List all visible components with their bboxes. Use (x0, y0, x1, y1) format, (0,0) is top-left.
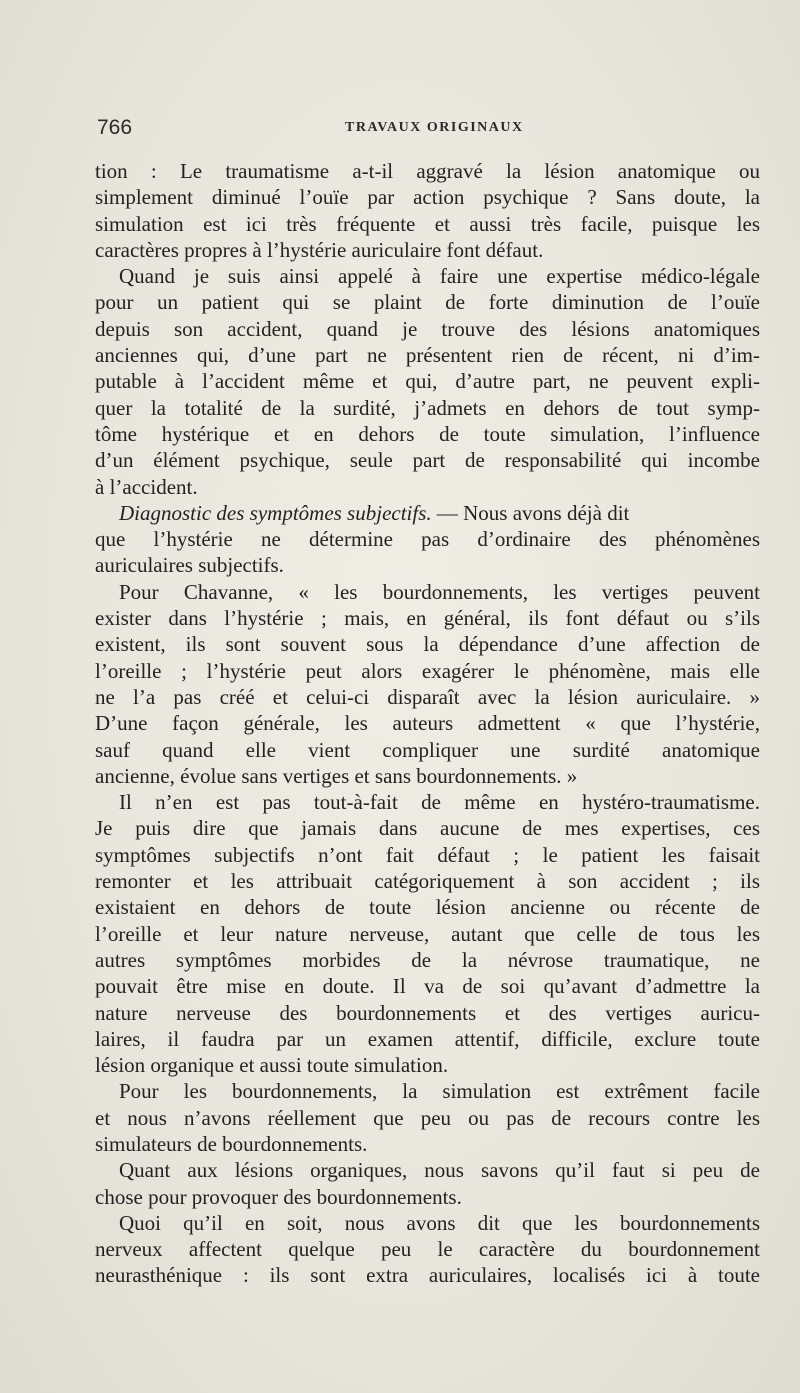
text-line: auriculaires subjectifs. (95, 553, 284, 578)
text-line: Pour Chavanne, « les bourdonnements, les vertiges peuvent (119, 579, 760, 604)
text-line: exister dans l’hystérie ; mais, en général, ils font défaut ou s’ils (95, 606, 760, 631)
text-line: Quant aux lésions organiques, nous savons qu’il faut si peu de (119, 1158, 760, 1183)
text-line: tôme hystérique et en dehors de toute simulation, l’influence (95, 421, 760, 446)
text-line: quer la totalité de la surdité, j’admets en dehors de tout symp- (95, 395, 760, 420)
text-line-with-heading (95, 500, 760, 526)
text-line: lésion organique et aussi toute simulation. (95, 1053, 449, 1078)
heading-continuation: — Nous avons déjà dit (431, 500, 630, 525)
text-line: simulateurs de bourdonnements. (95, 1131, 368, 1156)
text-line: autres symptômes morbides de la névrose traumatique, ne (95, 947, 760, 972)
text-line: chose pour provoquer des bourdonnements. (95, 1184, 462, 1209)
page-header (95, 116, 760, 144)
text-line: symptômes subjectifs n’ont fait défaut ; le patient les faisait (95, 842, 760, 867)
page-number: 766 (97, 116, 133, 139)
text-line: tion : Le traumatisme a-t-il aggravé la lésion anatomique ou (95, 159, 760, 183)
section-heading: Diagnostic des symptômes subjectifs. (119, 500, 432, 525)
text-line: nature nerveuse des bourdonnements et des vertiges auricu- (95, 1000, 760, 1025)
text-line: remonter et les attribuait catégoriquement à son accident ; ils (95, 869, 760, 894)
text-line: que l’hystérie ne détermine pas d’ordinaire des phénomènes (95, 527, 760, 552)
text-line: ancienne, évolue sans vertiges et sans bourdonnements. » (95, 763, 578, 788)
text-line: anciennes qui, d’une part ne présentent rien de récent, ni d’im- (95, 343, 760, 368)
text-line: l’oreille et leur nature nerveuse, autant que celle de tous les (95, 921, 760, 946)
text-line: putable à l’accident même et qui, d’autre part, ne peuvent expli- (95, 369, 760, 394)
text-line: Il n’en est pas tout-à-fait de même en hystéro-traumatisme. (119, 790, 760, 815)
text-line: D’une façon générale, les auteurs admettent « que l’hystérie, (95, 711, 760, 736)
text-line: Quoi qu’il en soit, nous avons dit que les bourdonnements (119, 1210, 760, 1235)
text-line: Je puis dire que jamais dans aucune de mes expertises, ces (95, 816, 760, 841)
text-line: depuis son accident, quand je trouve des lésions anatomiques (95, 316, 760, 341)
text-line: caractères propres à l’hystérie auriculaire font défaut. (95, 237, 544, 262)
body-text (95, 158, 760, 1289)
text-line: Quand je suis ainsi appelé à faire une expertise médico-légale (119, 264, 760, 289)
text-line: Pour les bourdonnements, la simulation est extrêment facile (119, 1079, 760, 1104)
text-line: pour un patient qui se plaint de forte diminution de l’ouïe (95, 290, 760, 315)
text-line: nerveux affectent quelque peu le caractère du bourdonnement (95, 1237, 760, 1262)
text-line: existent, ils sont souvent sous la dépendance d’une affection de (95, 632, 760, 657)
text-line: d’un élément psychique, seule part de responsabilité qui incombe (95, 448, 760, 473)
text-line: l’oreille ; l’hystérie peut alors exagérer le phénomène, mais elle (95, 658, 760, 683)
text-line: ne l’a pas créé et celui-ci disparaît avec la lésion auriculaire. » (95, 684, 760, 709)
text-line: laires, il faudra par un examen attentif, difficile, exclure toute (95, 1026, 760, 1051)
text-line: à l’accident. (95, 474, 198, 499)
running-head: TRAVAUX ORIGINAUX (345, 120, 524, 135)
text-line: et nous n’avons réellement que peu ou pas de recours contre les (95, 1105, 760, 1130)
text-line: sauf quand elle vient compliquer une surdité anatomique (95, 737, 760, 762)
text-line: neurasthénique : ils sont extra auriculaires, localisés ici à toute (95, 1263, 760, 1288)
text-line: pouvait être mise en doute. Il va de soi qu’avant d’admettre la (95, 974, 760, 999)
text-line: simplement diminué l’ouïe par action psychique ? Sans doute, la (95, 185, 760, 210)
text-line: simulation est ici très fréquente et aussi très facile, puisque les (95, 211, 760, 236)
text-line: existaient en dehors de toute lésion ancienne ou récente de (95, 895, 760, 920)
